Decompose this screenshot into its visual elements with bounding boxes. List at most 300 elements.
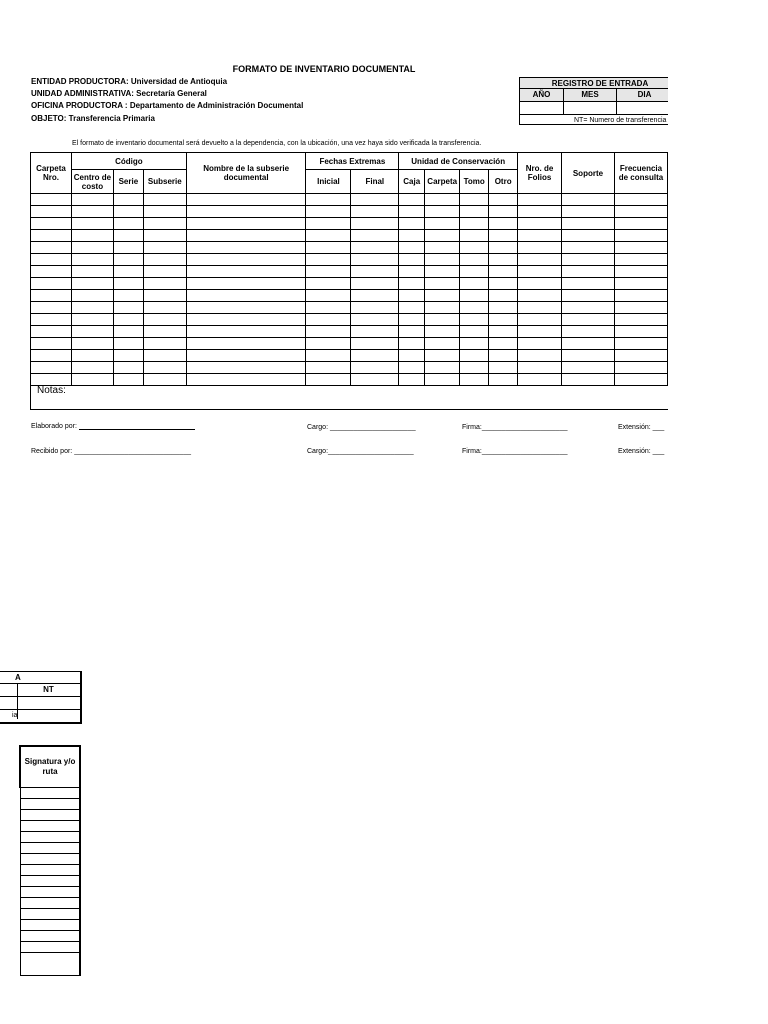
signatura-cell[interactable] bbox=[20, 810, 80, 821]
table-cell[interactable] bbox=[113, 254, 143, 266]
table-cell[interactable] bbox=[113, 266, 143, 278]
table-cell[interactable] bbox=[460, 194, 489, 206]
table-cell[interactable] bbox=[518, 266, 562, 278]
table-cell[interactable] bbox=[562, 218, 615, 230]
table-cell[interactable] bbox=[518, 338, 562, 350]
table-cell[interactable] bbox=[460, 326, 489, 338]
table-cell[interactable] bbox=[71, 350, 113, 362]
table-cell[interactable] bbox=[31, 254, 72, 266]
table-cell[interactable] bbox=[614, 290, 667, 302]
table-cell[interactable] bbox=[306, 278, 351, 290]
table-cell[interactable] bbox=[518, 290, 562, 302]
table-cell[interactable] bbox=[399, 194, 425, 206]
table-cell[interactable] bbox=[518, 230, 562, 242]
table-cell[interactable] bbox=[143, 266, 186, 278]
signatura-row bbox=[20, 799, 80, 810]
header-signatura: Signatura y/o ruta bbox=[20, 746, 80, 788]
table-row bbox=[31, 218, 668, 230]
table-cell[interactable] bbox=[614, 242, 667, 254]
cargo-2[interactable]: Cargo:______________________ bbox=[307, 448, 414, 455]
signatura-row bbox=[20, 876, 80, 887]
table-cell[interactable] bbox=[143, 194, 186, 206]
registro-footnote: NT= Numero de transferencia bbox=[519, 114, 668, 125]
signatura-cell[interactable] bbox=[20, 887, 80, 898]
signatura-cell[interactable] bbox=[20, 909, 80, 920]
table-cell[interactable] bbox=[306, 194, 351, 206]
table-cell[interactable] bbox=[186, 290, 306, 302]
signatura-row bbox=[20, 942, 80, 953]
table-cell[interactable] bbox=[399, 206, 425, 218]
elaborado-label: Elaborado por: bbox=[31, 423, 77, 430]
table-row bbox=[31, 206, 668, 218]
table-cell[interactable] bbox=[113, 314, 143, 326]
table-cell[interactable] bbox=[31, 194, 72, 206]
table-cell[interactable] bbox=[614, 314, 667, 326]
header-final: Final bbox=[351, 170, 399, 194]
table-cell[interactable] bbox=[460, 290, 489, 302]
table-cell[interactable] bbox=[399, 326, 425, 338]
table-cell[interactable] bbox=[518, 314, 562, 326]
extension-2[interactable]: Extensión: ___ bbox=[618, 448, 665, 455]
table-cell[interactable] bbox=[351, 326, 399, 338]
table-cell[interactable] bbox=[143, 290, 186, 302]
table-cell[interactable] bbox=[31, 290, 72, 302]
table-cell[interactable] bbox=[460, 362, 489, 374]
table-cell[interactable] bbox=[351, 254, 399, 266]
table-cell[interactable] bbox=[614, 254, 667, 266]
header-carpeta-nro: Carpeta Nro. bbox=[31, 153, 72, 194]
table-cell[interactable] bbox=[425, 278, 460, 290]
table-cell[interactable] bbox=[351, 230, 399, 242]
table-cell[interactable] bbox=[71, 218, 113, 230]
table-cell[interactable] bbox=[489, 194, 518, 206]
table-cell[interactable] bbox=[143, 218, 186, 230]
header-soporte: Soporte bbox=[562, 153, 615, 194]
header-codigo: Código bbox=[71, 153, 186, 170]
table-cell[interactable] bbox=[518, 206, 562, 218]
table-cell[interactable] bbox=[460, 314, 489, 326]
table-cell[interactable] bbox=[351, 314, 399, 326]
table-cell[interactable] bbox=[562, 314, 615, 326]
table-cell[interactable] bbox=[562, 362, 615, 374]
table-cell[interactable] bbox=[518, 302, 562, 314]
table-cell[interactable] bbox=[143, 278, 186, 290]
table-cell[interactable] bbox=[562, 278, 615, 290]
table-cell[interactable] bbox=[113, 242, 143, 254]
table-cell[interactable] bbox=[143, 254, 186, 266]
table-cell[interactable] bbox=[425, 206, 460, 218]
table-cell[interactable] bbox=[399, 242, 425, 254]
signatura-cell[interactable] bbox=[20, 876, 80, 887]
table-cell[interactable] bbox=[399, 314, 425, 326]
table-cell[interactable] bbox=[489, 278, 518, 290]
signatura-cell[interactable] bbox=[20, 843, 80, 854]
header-inicial: Inicial bbox=[306, 170, 351, 194]
table-cell[interactable] bbox=[306, 350, 351, 362]
table-cell[interactable] bbox=[460, 242, 489, 254]
registro-mes-header: MES bbox=[563, 88, 616, 101]
table-row bbox=[31, 194, 668, 206]
signatura-cell[interactable] bbox=[20, 953, 80, 976]
table-cell[interactable] bbox=[306, 266, 351, 278]
table-cell[interactable] bbox=[425, 302, 460, 314]
table-cell[interactable] bbox=[306, 314, 351, 326]
table-cell[interactable] bbox=[31, 326, 72, 338]
table-cell[interactable] bbox=[186, 362, 306, 374]
table-cell[interactable] bbox=[399, 362, 425, 374]
table-cell[interactable] bbox=[614, 326, 667, 338]
objeto: OBJETO: Transferencia Primaria bbox=[31, 114, 155, 123]
signatura-cell[interactable] bbox=[20, 898, 80, 909]
table-cell[interactable] bbox=[425, 362, 460, 374]
table-cell[interactable] bbox=[399, 266, 425, 278]
table-cell[interactable] bbox=[518, 194, 562, 206]
table-cell[interactable] bbox=[351, 206, 399, 218]
table-cell[interactable] bbox=[562, 194, 615, 206]
table-cell[interactable] bbox=[186, 326, 306, 338]
table-cell[interactable] bbox=[143, 350, 186, 362]
signatura-cell[interactable] bbox=[20, 799, 80, 810]
table-cell[interactable] bbox=[186, 242, 306, 254]
table-cell[interactable] bbox=[113, 206, 143, 218]
table-cell[interactable] bbox=[31, 350, 72, 362]
table-cell[interactable] bbox=[351, 218, 399, 230]
table-cell[interactable] bbox=[614, 194, 667, 206]
signatura-row bbox=[20, 909, 80, 920]
table-cell[interactable] bbox=[113, 218, 143, 230]
header-fechas-extremas: Fechas Extremas bbox=[306, 153, 399, 170]
table-cell[interactable] bbox=[71, 266, 113, 278]
signatura-row bbox=[20, 887, 80, 898]
table-cell[interactable] bbox=[460, 218, 489, 230]
table-row bbox=[31, 242, 668, 254]
table-cell[interactable] bbox=[186, 314, 306, 326]
entidad-productora: ENTIDAD PRODUCTORA: Universidad de Antioquia bbox=[31, 77, 228, 86]
table-cell[interactable] bbox=[518, 326, 562, 338]
header-nro-folios: Nro. de Folios bbox=[518, 153, 562, 194]
signatura-row bbox=[20, 898, 80, 909]
table-cell[interactable] bbox=[399, 350, 425, 362]
table-cell[interactable] bbox=[489, 230, 518, 242]
table-cell[interactable] bbox=[306, 254, 351, 266]
signatura-cell[interactable] bbox=[20, 920, 80, 931]
table-cell[interactable] bbox=[143, 338, 186, 350]
inventory-rows bbox=[31, 194, 668, 386]
signatura-row bbox=[20, 788, 80, 799]
notas-box[interactable] bbox=[30, 382, 668, 410]
table-cell[interactable] bbox=[306, 242, 351, 254]
table-cell[interactable] bbox=[143, 230, 186, 242]
table-cell[interactable] bbox=[614, 302, 667, 314]
table-cell[interactable] bbox=[31, 362, 72, 374]
notas-label: Notas: bbox=[37, 385, 66, 396]
table-cell[interactable] bbox=[460, 266, 489, 278]
table-cell[interactable] bbox=[31, 266, 72, 278]
table-cell[interactable] bbox=[113, 278, 143, 290]
header-subserie: Subserie bbox=[143, 170, 186, 194]
table-cell[interactable] bbox=[71, 326, 113, 338]
table-cell[interactable] bbox=[306, 290, 351, 302]
table-cell[interactable] bbox=[425, 266, 460, 278]
table-cell[interactable] bbox=[351, 362, 399, 374]
table-cell[interactable] bbox=[31, 338, 72, 350]
firma-2[interactable]: Firma:______________________ bbox=[462, 448, 568, 455]
table-cell[interactable] bbox=[562, 230, 615, 242]
table-cell[interactable] bbox=[562, 302, 615, 314]
oficina-productora: OFICINA PRODUCTORA : Departamento de Administración Documental bbox=[31, 101, 304, 110]
signatura-row bbox=[20, 832, 80, 843]
table-cell[interactable] bbox=[518, 278, 562, 290]
table-cell[interactable] bbox=[71, 278, 113, 290]
table-cell[interactable] bbox=[351, 338, 399, 350]
header-otro: Otro bbox=[489, 170, 518, 194]
table-row bbox=[31, 326, 668, 338]
table-cell[interactable] bbox=[31, 206, 72, 218]
table-cell[interactable] bbox=[113, 194, 143, 206]
table-cell[interactable] bbox=[562, 326, 615, 338]
table-cell[interactable] bbox=[31, 218, 72, 230]
table-cell[interactable] bbox=[460, 254, 489, 266]
table-cell[interactable] bbox=[113, 290, 143, 302]
table-cell[interactable] bbox=[518, 242, 562, 254]
table-row bbox=[31, 362, 668, 374]
table-cell[interactable] bbox=[425, 230, 460, 242]
table-cell[interactable] bbox=[351, 350, 399, 362]
header-caja: Caja bbox=[399, 170, 425, 194]
table-cell[interactable] bbox=[425, 314, 460, 326]
signatura-cell[interactable] bbox=[20, 821, 80, 832]
table-cell[interactable] bbox=[489, 302, 518, 314]
table-cell[interactable] bbox=[489, 290, 518, 302]
signatura-row bbox=[20, 843, 80, 854]
table-cell[interactable] bbox=[489, 218, 518, 230]
table-cell[interactable] bbox=[489, 254, 518, 266]
signatura-cell[interactable] bbox=[20, 788, 80, 799]
table-cell[interactable] bbox=[399, 290, 425, 302]
header-nombre-subserie: Nombre de la subserie documental bbox=[186, 153, 306, 194]
table-cell[interactable] bbox=[425, 338, 460, 350]
table-cell[interactable] bbox=[562, 242, 615, 254]
table-cell[interactable] bbox=[143, 326, 186, 338]
table-cell[interactable] bbox=[113, 302, 143, 314]
registro-entrada-box bbox=[519, 77, 668, 127]
table-cell[interactable] bbox=[518, 218, 562, 230]
table-cell[interactable] bbox=[186, 302, 306, 314]
table-cell[interactable] bbox=[399, 302, 425, 314]
signatura-cell[interactable] bbox=[20, 854, 80, 865]
table-cell[interactable] bbox=[460, 206, 489, 218]
table-cell[interactable] bbox=[306, 326, 351, 338]
table-cell[interactable] bbox=[425, 350, 460, 362]
signatura-row bbox=[20, 931, 80, 942]
table-cell[interactable] bbox=[31, 314, 72, 326]
table-cell[interactable] bbox=[71, 194, 113, 206]
table-cell[interactable] bbox=[614, 230, 667, 242]
table-cell[interactable] bbox=[143, 242, 186, 254]
table-cell[interactable] bbox=[425, 194, 460, 206]
table-cell[interactable] bbox=[71, 290, 113, 302]
table-cell[interactable] bbox=[31, 230, 72, 242]
table-cell[interactable] bbox=[31, 302, 72, 314]
table-cell[interactable] bbox=[113, 350, 143, 362]
table-cell[interactable] bbox=[489, 266, 518, 278]
registro-caption: REGISTRO DE ENTRADA bbox=[519, 77, 668, 89]
table-cell[interactable] bbox=[186, 218, 306, 230]
table-row bbox=[31, 338, 668, 350]
table-cell[interactable] bbox=[306, 302, 351, 314]
table-cell[interactable] bbox=[351, 242, 399, 254]
signatura-row bbox=[20, 920, 80, 931]
table-row bbox=[31, 290, 668, 302]
signatura-row bbox=[20, 953, 80, 976]
elaborado-line[interactable] bbox=[79, 429, 195, 430]
table-cell[interactable] bbox=[306, 206, 351, 218]
table-cell[interactable] bbox=[399, 218, 425, 230]
table-cell[interactable] bbox=[71, 362, 113, 374]
table-cell[interactable] bbox=[614, 266, 667, 278]
table-cell[interactable] bbox=[460, 338, 489, 350]
table-cell[interactable] bbox=[71, 338, 113, 350]
table-cell[interactable] bbox=[143, 302, 186, 314]
table-cell[interactable] bbox=[186, 194, 306, 206]
table-cell[interactable] bbox=[186, 278, 306, 290]
table-cell[interactable] bbox=[399, 254, 425, 266]
table-cell[interactable] bbox=[113, 338, 143, 350]
table-cell[interactable] bbox=[562, 266, 615, 278]
signatura-row bbox=[20, 810, 80, 821]
table-cell[interactable] bbox=[186, 254, 306, 266]
table-cell[interactable] bbox=[143, 362, 186, 374]
table-cell[interactable] bbox=[113, 326, 143, 338]
table-cell[interactable] bbox=[489, 338, 518, 350]
table-cell[interactable] bbox=[306, 230, 351, 242]
table-cell[interactable] bbox=[351, 266, 399, 278]
table-cell[interactable] bbox=[460, 302, 489, 314]
registro-dia-cell[interactable] bbox=[616, 101, 668, 114]
table-cell[interactable] bbox=[71, 242, 113, 254]
signatura-cell[interactable] bbox=[20, 832, 80, 843]
elaborado-por bbox=[31, 423, 195, 430]
signatura-cell[interactable] bbox=[20, 931, 80, 942]
table-cell[interactable] bbox=[489, 242, 518, 254]
table-cell[interactable] bbox=[425, 326, 460, 338]
table-cell[interactable] bbox=[614, 218, 667, 230]
table-cell[interactable] bbox=[562, 350, 615, 362]
table-cell[interactable] bbox=[425, 290, 460, 302]
table-cell[interactable] bbox=[614, 362, 667, 374]
header-tomo: Tomo bbox=[460, 170, 489, 194]
table-cell[interactable] bbox=[460, 278, 489, 290]
table-cell[interactable] bbox=[351, 194, 399, 206]
table-cell[interactable] bbox=[351, 302, 399, 314]
registro-anio-header: AÑO bbox=[519, 88, 563, 101]
table-cell[interactable] bbox=[460, 230, 489, 242]
table-cell[interactable] bbox=[399, 278, 425, 290]
table-cell[interactable] bbox=[71, 230, 113, 242]
unidad-administrativa: UNIDAD ADMINISTRATIVA: Secretaría General bbox=[31, 89, 207, 98]
table-cell[interactable] bbox=[31, 278, 72, 290]
table-cell[interactable] bbox=[143, 206, 186, 218]
table-cell[interactable] bbox=[71, 314, 113, 326]
registro-continuation bbox=[0, 671, 82, 724]
table-cell[interactable] bbox=[562, 206, 615, 218]
header-unidad-conservacion: Unidad de Conservación bbox=[399, 153, 518, 170]
table-cell[interactable] bbox=[518, 350, 562, 362]
table-cell[interactable] bbox=[186, 266, 306, 278]
table-cell[interactable] bbox=[143, 314, 186, 326]
extension-1[interactable]: Extensión: ___ bbox=[618, 424, 665, 431]
table-cell[interactable] bbox=[186, 230, 306, 242]
registro-caption-tail: A bbox=[15, 673, 21, 682]
table-cell[interactable] bbox=[562, 338, 615, 350]
table-cell[interactable] bbox=[186, 338, 306, 350]
table-cell[interactable] bbox=[614, 350, 667, 362]
table-cell[interactable] bbox=[425, 242, 460, 254]
table-cell[interactable] bbox=[518, 362, 562, 374]
cargo-1[interactable]: Cargo: ______________________ bbox=[307, 424, 416, 431]
firma-1[interactable]: Firma:______________________ bbox=[462, 424, 568, 431]
table-cell[interactable] bbox=[399, 338, 425, 350]
signatura-row bbox=[20, 865, 80, 876]
signatura-cell[interactable] bbox=[20, 942, 80, 953]
table-cell[interactable] bbox=[186, 206, 306, 218]
table-cell[interactable] bbox=[31, 242, 72, 254]
table-cell[interactable] bbox=[425, 218, 460, 230]
table-cell[interactable] bbox=[186, 350, 306, 362]
table-cell[interactable] bbox=[460, 350, 489, 362]
table-cell[interactable] bbox=[71, 302, 113, 314]
registro-foot-tail: ia bbox=[12, 712, 18, 719]
table-cell[interactable] bbox=[71, 254, 113, 266]
table-row bbox=[31, 314, 668, 326]
table-cell[interactable] bbox=[562, 290, 615, 302]
table-cell[interactable] bbox=[489, 350, 518, 362]
table-cell[interactable] bbox=[489, 362, 518, 374]
table-cell[interactable] bbox=[71, 206, 113, 218]
table-cell[interactable] bbox=[518, 254, 562, 266]
table-cell[interactable] bbox=[113, 362, 143, 374]
table-cell[interactable] bbox=[399, 230, 425, 242]
table-cell[interactable] bbox=[614, 278, 667, 290]
table-cell[interactable] bbox=[562, 254, 615, 266]
registro-nt-header: NT bbox=[43, 685, 54, 694]
table-cell[interactable] bbox=[306, 218, 351, 230]
table-row bbox=[31, 278, 668, 290]
table-cell[interactable] bbox=[489, 206, 518, 218]
table-row bbox=[31, 266, 668, 278]
signatura-row bbox=[20, 821, 80, 832]
signatura-cell[interactable] bbox=[20, 865, 80, 876]
signatura-row bbox=[20, 854, 80, 865]
registro-anio-cell[interactable] bbox=[519, 101, 563, 114]
signatura-column bbox=[19, 745, 81, 976]
header-centro-costo: Centro de costo bbox=[71, 170, 113, 194]
table-cell[interactable] bbox=[113, 230, 143, 242]
table-cell[interactable] bbox=[351, 278, 399, 290]
table-cell[interactable] bbox=[489, 314, 518, 326]
recibido-por[interactable]: Recibido por: ______________________________ bbox=[31, 448, 191, 455]
table-cell[interactable] bbox=[614, 338, 667, 350]
table-cell[interactable] bbox=[351, 290, 399, 302]
header-serie: Serie bbox=[113, 170, 143, 194]
table-cell[interactable] bbox=[306, 338, 351, 350]
table-cell[interactable] bbox=[614, 206, 667, 218]
table-cell[interactable] bbox=[489, 326, 518, 338]
table-row bbox=[31, 350, 668, 362]
table-cell[interactable] bbox=[306, 362, 351, 374]
table-cell[interactable] bbox=[425, 254, 460, 266]
registro-mes-cell[interactable] bbox=[563, 101, 616, 114]
